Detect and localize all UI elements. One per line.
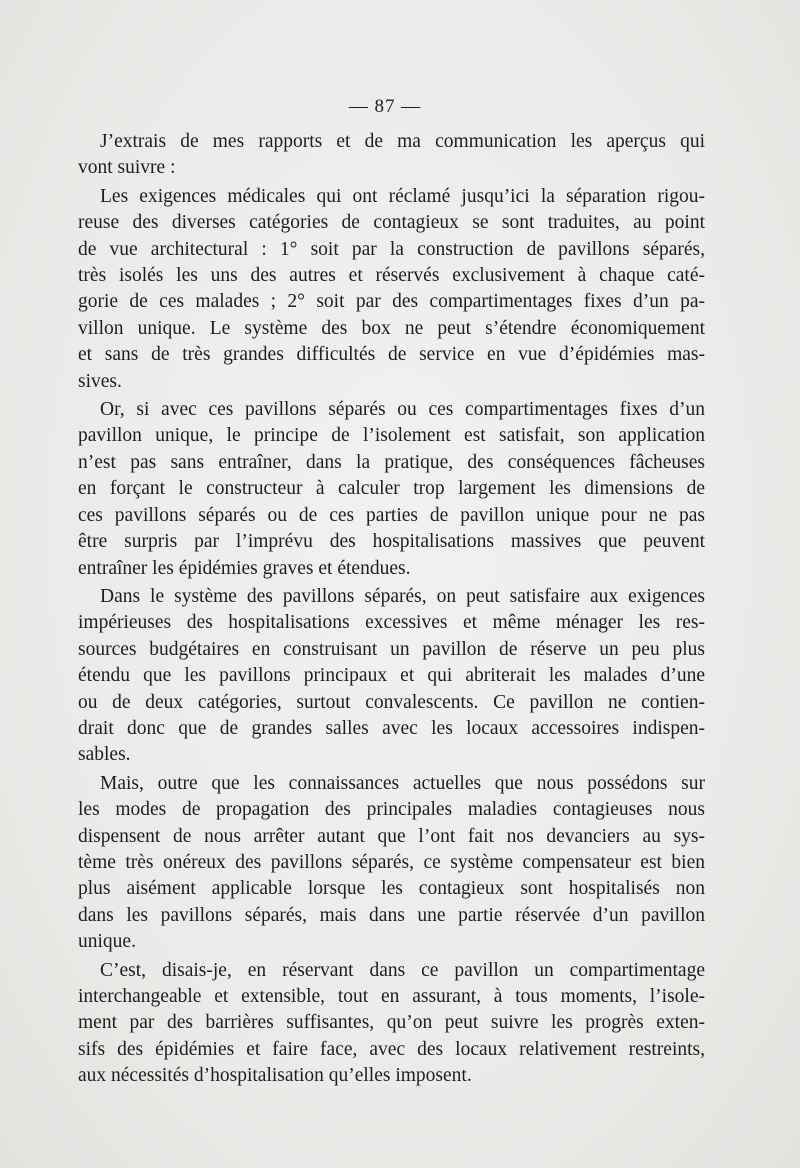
text-line: villon unique. Le système des box ne peut s’étendre économiquement [78,317,705,339]
text-line: Mais, outre que les connaissances actuelles que nous possédons sur [100,772,705,794]
text-line: sives. [78,370,122,392]
paragraph-4 [78,584,705,769]
text-line: en forçant le constructeur à calculer trop largement les dimensions de [78,478,705,500]
paragraph-5 [78,771,705,956]
text-line: ment par des barrières suffisantes, qu’on peut suivre les progrès exten- [78,1012,705,1034]
paragraph-6 [78,958,705,1090]
text-line: interchangeable et extensible, tout en assurant, à tous moments, l’isole- [78,986,705,1007]
text-line: aux nécessités d’hospitalisation qu’elles imposent. [78,1065,472,1087]
text-line: étendu que les pavillons principaux et qui abriterait les malades d’une [78,665,705,687]
text-line: entraîner les épidémies graves et étendues. [78,557,411,579]
text-line: plus aisément applicable lorsque les contagieux sont hospitalisés non [78,878,705,900]
text-line: n’est pas sans entraîner, dans la pratique, des conséquences fâcheuses [78,451,705,473]
text-line: vont suivre : [78,157,176,179]
text-line: ou de deux catégories, surtout convalescents. Ce pavillon ne contien- [78,691,705,713]
page-number: — 87 — [348,96,422,117]
text-line: et sans de très grandes difficultés de service en vue d’épidémies mas- [78,344,705,366]
paragraph-2 [78,184,705,395]
text-line: Or, si avec ces pavillons séparés ou ces compartimentages fixes d’un [100,399,705,421]
text-line: les modes de propagation des principales maladies contagieuses nous [78,799,705,821]
text-line: drait donc que de grandes salles avec les locaux accessoires indispen- [78,717,705,739]
text-line: unique. [78,931,136,953]
paragraph-1 [78,129,705,182]
text-line: C’est, disais-je, en réservant dans ce pavillon un compartimentage [100,959,705,981]
text-line: gorie de ces malades ; 2° soit par des compartimentages fixes d’un pa- [78,291,705,313]
text-line: sables. [78,744,131,766]
text-line: être surpris par l’imprévu des hospitalisations massives que peuvent [78,531,705,553]
text-line: ces pavillons séparés ou de ces parties de pavillon unique pour ne pas [78,504,705,526]
text-line: dispensent de nous arrêter autant que l’ont fait nos devanciers au sys- [78,825,705,847]
text-line: impérieuses des hospitalisations excessives et même ménager les res- [78,612,705,634]
paragraph-3 [78,397,705,582]
text-line: tème très onéreux des pavillons séparés, ce système compensateur est bien [78,851,705,873]
text-line: pavillon unique, le principe de l’isolement est satisfait, son application [78,425,705,447]
text-line: de vue architectural : 1° soit par la construction de pavillons séparés, [78,238,705,260]
text-line: sources budgétaires en construisant un pavillon de réserve un peu plus [78,638,705,660]
text-line: J’extrais de mes rapports et de ma communication les aperçus qui [100,131,705,152]
body-text [78,129,705,1090]
text-line: reuse des diverses catégories de contagieux se sont traduites, au point [78,212,705,234]
text-line: sifs des épidémies et faire face, avec des locaux relativement restreints, [78,1038,705,1060]
text-line: Les exigences médicales qui ont réclamé jusqu’ici la séparation rigou- [100,185,705,207]
text-line: dans les pavillons séparés, mais dans une partie réservée d’un pavillon [78,904,705,926]
text-line: très isolés les uns des autres et réservés exclusivement à chaque caté- [78,265,705,287]
text-line: Dans le système des pavillons séparés, on peut satisfaire aux exigences [100,585,705,607]
